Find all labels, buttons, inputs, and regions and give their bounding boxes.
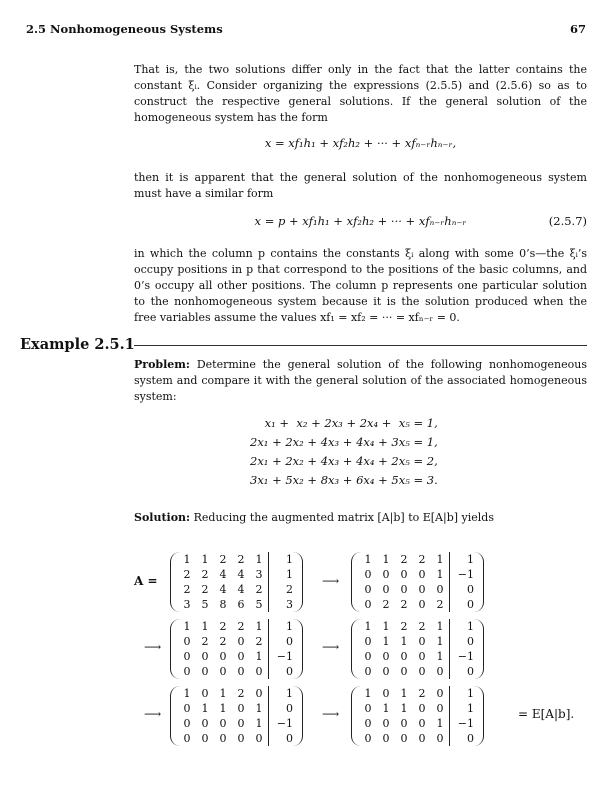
matrix-entry: 0 (382, 732, 390, 745)
matrix-entry: 1 (183, 620, 191, 633)
arrow-icon: ⟶ (322, 707, 340, 721)
matrix-row (359, 552, 476, 567)
matrix-rhs-entry: −1 (457, 568, 474, 581)
matrix-entry: 1 (382, 635, 390, 648)
matrix-reduced (351, 686, 484, 746)
arrow-icon: ⟶ (322, 574, 340, 588)
matrix-entry: 2 (219, 553, 227, 566)
matrix-entry: 1 (400, 687, 408, 700)
equation-nonhomogeneous (134, 214, 587, 228)
matrix-row (359, 597, 476, 612)
matrix-entry: 0 (400, 732, 408, 745)
matrix-a-label: A = (134, 574, 158, 588)
matrix-rhs-entry: 1 (467, 687, 474, 700)
matrix-entry: 1 (201, 553, 209, 566)
matrix-entry: 0 (237, 665, 245, 678)
matrix-entry: 0 (201, 687, 209, 700)
matrix-entry: 1 (364, 620, 372, 633)
matrix-entry: 0 (418, 665, 426, 678)
matrix-entry: 0 (255, 665, 263, 678)
matrix-entry: 5 (201, 598, 209, 611)
matrix-row (178, 619, 295, 634)
matrix-entry: 2 (382, 598, 390, 611)
matrix-entry: 1 (255, 702, 263, 715)
matrix-entry: 0 (418, 635, 426, 648)
matrix-entry: 1 (364, 553, 372, 566)
matrix-entry: 2 (255, 583, 263, 596)
matrix-rhs-entry: −1 (276, 717, 293, 730)
matrix-step-2 (170, 619, 303, 679)
matrix-entry: 0 (418, 702, 426, 715)
equation-homogeneous: x = xf₁h₁ + xf₂h₂ + ··· + xfₙ₋ᵣhₙ₋ᵣ, (264, 136, 457, 150)
matrix-row (178, 582, 295, 597)
matrix-entry: 1 (436, 635, 444, 648)
matrix-entry: 2 (400, 553, 408, 566)
row-reduction (134, 552, 587, 752)
matrix-row (178, 686, 295, 701)
matrix-entry: 1 (436, 553, 444, 566)
matrix-entry: 0 (418, 583, 426, 596)
matrix-step-1 (351, 552, 484, 612)
matrix-row (359, 731, 476, 746)
matrix-entry: 0 (400, 717, 408, 730)
matrix-entry: 0 (219, 732, 227, 745)
matrix-entry: 0 (364, 635, 372, 648)
matrix-entry: 0 (183, 665, 191, 678)
matrix-entry: 1 (436, 650, 444, 663)
solution-text: Reducing the augmented matrix [A|b] to E[A|b] yields (193, 511, 494, 524)
matrix-entry: 0 (436, 687, 444, 700)
matrix-entry: 2 (183, 583, 191, 596)
matrix-rhs-entry: 1 (467, 620, 474, 633)
matrix-rhs-entry: 0 (467, 598, 474, 611)
matrix-entry: 4 (237, 568, 245, 581)
matrix-rhs-entry: 0 (286, 635, 293, 648)
matrix-entry: 1 (436, 717, 444, 730)
matrix-rhs-entry: −1 (276, 650, 293, 663)
problem-text: Determine the general solution of the following nonhomogeneous system and compare it with the general solution of the associated homogeneous system: (134, 358, 588, 403)
matrix-rhs-entry: 0 (286, 732, 293, 745)
matrix-rhs-entry: 0 (286, 665, 293, 678)
matrix-entry: 0 (201, 650, 209, 663)
matrix-entry: 1 (201, 702, 209, 715)
matrix-step-4 (170, 686, 303, 746)
matrix-entry: 1 (201, 620, 209, 633)
matrix-entry: 0 (219, 717, 227, 730)
matrix-row (178, 597, 295, 612)
matrix-entry: 0 (183, 717, 191, 730)
matrix-entry: 0 (436, 665, 444, 678)
matrix-entry: 2 (201, 568, 209, 581)
system-equation-1: x₁ + x₂ + 2x₃ + 2x₄ + x₅ = 1, (264, 416, 438, 430)
matrix-rhs-entry: −1 (457, 717, 474, 730)
matrix-entry: 2 (418, 620, 426, 633)
matrix-entry: 1 (255, 553, 263, 566)
matrix-entry: 1 (183, 553, 191, 566)
matrix-entry: 0 (418, 650, 426, 663)
matrix-entry: 0 (183, 732, 191, 745)
solution-paragraph (134, 510, 587, 526)
matrix-entry: 0 (382, 568, 390, 581)
matrix-entry: 0 (237, 732, 245, 745)
section-title: 2.5 Nonhomogeneous Systems (26, 22, 223, 36)
system-equation-3: 2x₁ + 2x₂ + 4x₃ + 4x₄ + 2x₅ = 2, (250, 454, 438, 468)
equation-number: (2.5.7) (548, 214, 587, 228)
matrix-entry: 0 (364, 717, 372, 730)
matrix-entry: 5 (255, 598, 263, 611)
matrix-rhs-entry: 0 (467, 665, 474, 678)
matrix-entry: 4 (219, 583, 227, 596)
matrix-table (178, 619, 295, 679)
arrow-icon: ⟶ (322, 640, 340, 654)
matrix-row (359, 582, 476, 597)
matrix-entry: 0 (382, 665, 390, 678)
matrix-row (359, 701, 476, 716)
matrix-entry: 0 (364, 568, 372, 581)
matrix-entry: 0 (400, 568, 408, 581)
paragraph-1: That is, the two solutions differ only in the fact that the latter contains the constant ξᵢ. Consider organizing the expressions (2.5.5) and (2.5.6) so as to construct the respective general solutions. If the general solution of the homogeneous system has the form (134, 63, 587, 124)
matrix-entry: 0 (201, 732, 209, 745)
matrix-entry: 1 (364, 687, 372, 700)
matrix-row (359, 649, 476, 664)
problem-label: Problem: (134, 358, 190, 371)
matrix-rhs-entry: 1 (467, 553, 474, 566)
matrix-entry: 2 (418, 553, 426, 566)
matrix-row (178, 649, 295, 664)
matrix-entry: 0 (436, 732, 444, 745)
arrow-icon: ⟶ (144, 640, 162, 654)
matrix-row (359, 619, 476, 634)
matrix-entry: 0 (364, 702, 372, 715)
matrix-entry: 0 (364, 583, 372, 596)
equation-body: x = p + xf₁h₁ + xf₂h₂ + ··· + xfₙ₋ᵣhₙ₋ᵣ (254, 214, 467, 228)
matrix-entry: 1 (400, 702, 408, 715)
matrix-entry: 0 (400, 583, 408, 596)
matrix-entry: 0 (364, 598, 372, 611)
matrix-row (178, 664, 295, 679)
matrix-entry: 0 (201, 665, 209, 678)
matrix-entry: 4 (237, 583, 245, 596)
matrix-rhs-entry: 0 (467, 732, 474, 745)
matrix-entry: 2 (237, 620, 245, 633)
matrix-step-3 (351, 619, 484, 679)
problem-paragraph (134, 357, 587, 405)
reduced-form-label: = E[A|b]. (518, 707, 575, 721)
matrix-entry: 0 (255, 687, 263, 700)
matrix-row (178, 716, 295, 731)
matrix-row (178, 731, 295, 746)
matrix-entry: 1 (255, 650, 263, 663)
matrix-entry: 2 (255, 635, 263, 648)
matrix-row (359, 686, 476, 701)
system-equation-4: 3x₁ + 5x₂ + 8x₃ + 6x₄ + 5x₅ = 3. (250, 473, 438, 487)
matrix-entry: 0 (237, 702, 245, 715)
matrix-rhs-entry: 1 (286, 568, 293, 581)
matrix-row (178, 701, 295, 716)
matrix-row (359, 716, 476, 731)
matrix-entry: 2 (436, 598, 444, 611)
matrix-entry: 1 (400, 635, 408, 648)
matrix-entry: 1 (382, 620, 390, 633)
matrix-row (178, 567, 295, 582)
matrix-augmented (170, 552, 303, 612)
matrix-entry: 0 (237, 635, 245, 648)
matrix-entry: 0 (382, 650, 390, 663)
matrix-entry: 0 (436, 583, 444, 596)
example-rule (134, 345, 587, 346)
arrow-icon: ⟶ (144, 707, 162, 721)
matrix-entry: 2 (219, 620, 227, 633)
matrix-table (178, 552, 295, 612)
matrix-entry: 0 (400, 665, 408, 678)
matrix-entry: 1 (382, 553, 390, 566)
matrix-entry: 1 (436, 620, 444, 633)
matrix-rhs-entry: −1 (457, 650, 474, 663)
matrix-entry: 1 (219, 687, 227, 700)
matrix-entry: 2 (400, 598, 408, 611)
matrix-entry: 0 (418, 732, 426, 745)
page-header (26, 22, 586, 38)
matrix-table (359, 619, 476, 679)
matrix-entry: 0 (418, 568, 426, 581)
matrix-entry: 0 (364, 650, 372, 663)
matrix-entry: 1 (219, 702, 227, 715)
matrix-entry: 8 (219, 598, 227, 611)
matrix-rhs-entry: 0 (467, 635, 474, 648)
matrix-entry: 3 (255, 568, 263, 581)
matrix-rhs-entry: 3 (286, 598, 293, 611)
matrix-entry: 2 (400, 620, 408, 633)
matrix-entry: 0 (237, 717, 245, 730)
matrix-entry: 1 (255, 620, 263, 633)
matrix-rhs-entry: 1 (467, 702, 474, 715)
matrix-rhs-entry: 0 (467, 583, 474, 596)
matrix-entry: 0 (183, 650, 191, 663)
page-number: 67 (569, 22, 586, 36)
matrix-table (178, 686, 295, 746)
matrix-table (359, 686, 476, 746)
matrix-entry: 0 (418, 598, 426, 611)
matrix-entry: 1 (183, 687, 191, 700)
matrix-entry: 0 (183, 635, 191, 648)
matrix-entry: 2 (418, 687, 426, 700)
matrix-entry: 0 (418, 717, 426, 730)
matrix-entry: 0 (382, 717, 390, 730)
system-equation-2: 2x₁ + 2x₂ + 4x₃ + 4x₄ + 3x₅ = 1, (250, 435, 438, 449)
matrix-entry: 0 (237, 650, 245, 663)
matrix-entry: 0 (219, 650, 227, 663)
example-title: Example 2.5.1 (20, 336, 135, 353)
matrix-entry: 0 (255, 732, 263, 745)
matrix-entry: 2 (201, 635, 209, 648)
matrix-entry: 6 (237, 598, 245, 611)
matrix-entry: 0 (436, 702, 444, 715)
matrix-entry: 0 (400, 650, 408, 663)
matrix-table (359, 552, 476, 612)
matrix-entry: 0 (364, 665, 372, 678)
solution-label: Solution: (134, 511, 191, 524)
matrix-entry: 0 (382, 583, 390, 596)
matrix-entry: 4 (219, 568, 227, 581)
matrix-rhs-entry: 1 (286, 553, 293, 566)
matrix-entry: 2 (237, 687, 245, 700)
linear-system (250, 414, 438, 490)
matrix-entry: 0 (201, 717, 209, 730)
matrix-row (359, 567, 476, 582)
matrix-rhs-entry: 1 (286, 687, 293, 700)
matrix-entry: 0 (219, 665, 227, 678)
matrix-entry: 1 (436, 568, 444, 581)
matrix-entry: 2 (183, 568, 191, 581)
matrix-entry: 2 (219, 635, 227, 648)
matrix-entry: 3 (183, 598, 191, 611)
matrix-row (178, 634, 295, 649)
matrix-rhs-entry: 2 (286, 583, 293, 596)
matrix-entry: 0 (183, 702, 191, 715)
matrix-entry: 1 (382, 702, 390, 715)
paragraph-2: then it is apparent that the general solution of the nonhomogeneous system must have a similar form (134, 171, 587, 200)
paragraph-3: in which the column p contains the constants ξᵢ along with some 0’s—the ξᵢ’s occupy positions in p that correspond to the positions of the basic columns, and 0’s occupy all other positions. The column p represents one particular solution to the nonhomogeneous system because it is the solution produced when the free variables assume the values xf₁ = xf₂ = ··· = xfₙ₋ᵣ = 0. (134, 247, 587, 324)
matrix-rhs-entry: 0 (286, 702, 293, 715)
matrix-row (359, 664, 476, 679)
matrix-rhs-entry: 1 (286, 620, 293, 633)
matrix-row (178, 552, 295, 567)
matrix-row (359, 634, 476, 649)
matrix-entry: 1 (255, 717, 263, 730)
matrix-entry: 2 (237, 553, 245, 566)
matrix-entry: 0 (382, 687, 390, 700)
matrix-entry: 2 (201, 583, 209, 596)
matrix-entry: 0 (364, 732, 372, 745)
